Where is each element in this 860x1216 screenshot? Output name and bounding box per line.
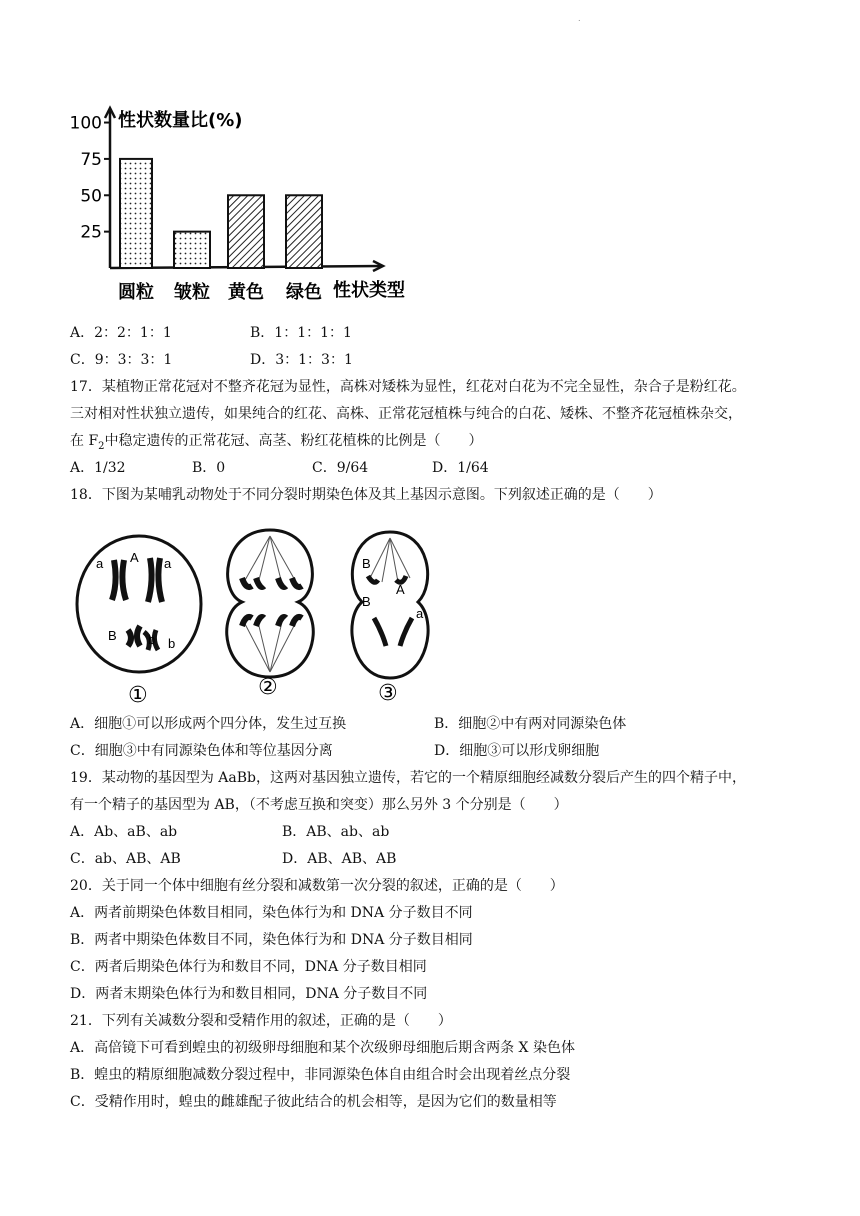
q19-option-b: B．AB、ab、ab: [282, 824, 390, 840]
q18-option-a: A．细胞①可以形成两个四分体，发生过互换: [70, 716, 347, 732]
q20-option-b: B．两者中期染色体数目不同，染色体行为和 DNA 分子数目相同: [70, 932, 473, 948]
q18-option-b: B．细胞②中有两对同源染色体: [434, 716, 627, 732]
cell-division-diagram: [72, 522, 452, 712]
q19-stem-line1: 19．某动物的基因型为 AaBb，这两对基因独立遗传，若它的一个精原细胞经减数分裂后产生的四个精子中，: [70, 770, 746, 786]
cell-1-gene: B: [108, 628, 117, 643]
q17-stem-line1: 17．某植物正常花冠对不整齐花冠为显性，高株对矮株为显性，红花对白花为不完全显性，杂合子是粉红花。: [70, 379, 746, 395]
cell-3-gene: B: [362, 594, 371, 609]
cell-1-gene: b: [148, 632, 156, 647]
cell-1-gene: a: [96, 556, 104, 571]
cell-3-gene: A: [396, 582, 405, 597]
q19-option-a: A．Ab、aB、ab: [70, 824, 178, 840]
q21-option-c: C．受精作用时，蝗虫的雌雄配子彼此结合的机会相等，是因为它们的数量相等: [70, 1094, 557, 1110]
x-tick-label: 绿色: [286, 282, 322, 303]
y-axis-title: 性状数量比(%): [118, 110, 243, 131]
q16-option-c: C．9：3：3：1: [70, 352, 173, 368]
x-tick-label: 圆粒: [118, 282, 154, 303]
q18-stem: 18．下图为某哺乳动物处于不同分裂时期染色体及其上基因示意图。下列叙述正确的是（ ）: [70, 487, 662, 503]
y-tick-label: 75: [80, 149, 102, 170]
cell-3-label: ③: [378, 681, 398, 706]
bar-chart: [69, 96, 418, 311]
q20-option-d: D．两者末期染色体行为和数目相同，DNA 分子数目不同: [70, 986, 428, 1002]
x-tick-label: 皱粒: [174, 282, 210, 303]
cell-1-label: ①: [128, 683, 148, 708]
x-axis-title: 性状类型: [333, 280, 405, 301]
q17-stem-line2: 三对相对性状独立遗传，如果纯合的红花、高株、正常花冠植株与纯合的白花、矮株、不整齐花冠植株杂交，: [70, 406, 742, 422]
cell-3-gene: B: [362, 556, 371, 571]
cell-3-gene: a: [416, 606, 424, 621]
q18-option-d: D．细胞③可以形戊卵细胞: [434, 743, 600, 759]
bar: [174, 232, 210, 268]
q19-stem-line2: 有一个精子的基因型为 AB，（不考虑互换和突变）那么另外 3 个分别是（ ）: [70, 797, 568, 813]
y-tick-label: 25: [80, 222, 102, 243]
x-tick-label: 黄色: [228, 282, 264, 303]
q17-option-b: B．0: [192, 460, 226, 476]
y-tick-label: 50: [80, 186, 102, 207]
q20-stem: 20．关于同一个体中细胞有丝分裂和减数第一次分裂的叙述，正确的是（ ）: [70, 878, 564, 894]
page-mark: .: [578, 14, 581, 23]
chart-bars: [120, 159, 322, 268]
cell-1-drawing: [77, 536, 201, 708]
y-tick-label: 100: [69, 113, 102, 134]
cell-2-label: ②: [258, 675, 278, 700]
q17-option-a: A．1/32: [70, 460, 126, 476]
cell-3-drawing: [352, 532, 428, 706]
bar: [228, 195, 264, 268]
q20-option-c: C．两者后期染色体行为和数目不同，DNA 分子数目相同: [70, 959, 427, 975]
q21-option-b: B．蝗虫的精原细胞减数分裂过程中，非同源染色体自由组合时会出现着丝点分裂: [70, 1067, 571, 1083]
q21-option-a: A．高倍镜下可看到蝗虫的初级卵母细胞和某个次级卵母细胞后期含两条 X 染色体: [70, 1040, 575, 1056]
cell-1-gene: A: [130, 550, 139, 565]
q17-option-c: C．9/64: [312, 460, 369, 476]
q18-option-c: C．细胞③中有同源染色体和等位基因分离: [70, 743, 333, 759]
q19-option-c: C．ab、AB、AB: [70, 851, 181, 867]
bar: [120, 159, 152, 268]
cell-1-gene: b: [168, 636, 176, 651]
q20-option-a: A．两者前期染色体数目相同，染色体行为和 DNA 分子数目不同: [70, 905, 473, 921]
cell-1-gene: a: [164, 556, 172, 571]
bar: [286, 195, 322, 268]
q17-option-d: D．1/64: [432, 460, 489, 476]
q16-option-a: A．2：2：1：1: [70, 325, 172, 341]
q19-option-d: D．AB、AB、AB: [282, 851, 397, 867]
q16-option-b: B．1：1：1：1: [250, 325, 352, 341]
q21-stem: 21．下列有关减数分裂和受精作用的叙述，正确的是（ ）: [70, 1013, 452, 1029]
cell-2-drawing: [227, 530, 313, 700]
q17-stem-line3: 在 $F_2$中稳定遗传的正常花冠、高茎、粉红花植株的比例是（ ）: [70, 433, 483, 452]
q16-option-d: D．3：1：3：1: [250, 352, 353, 368]
